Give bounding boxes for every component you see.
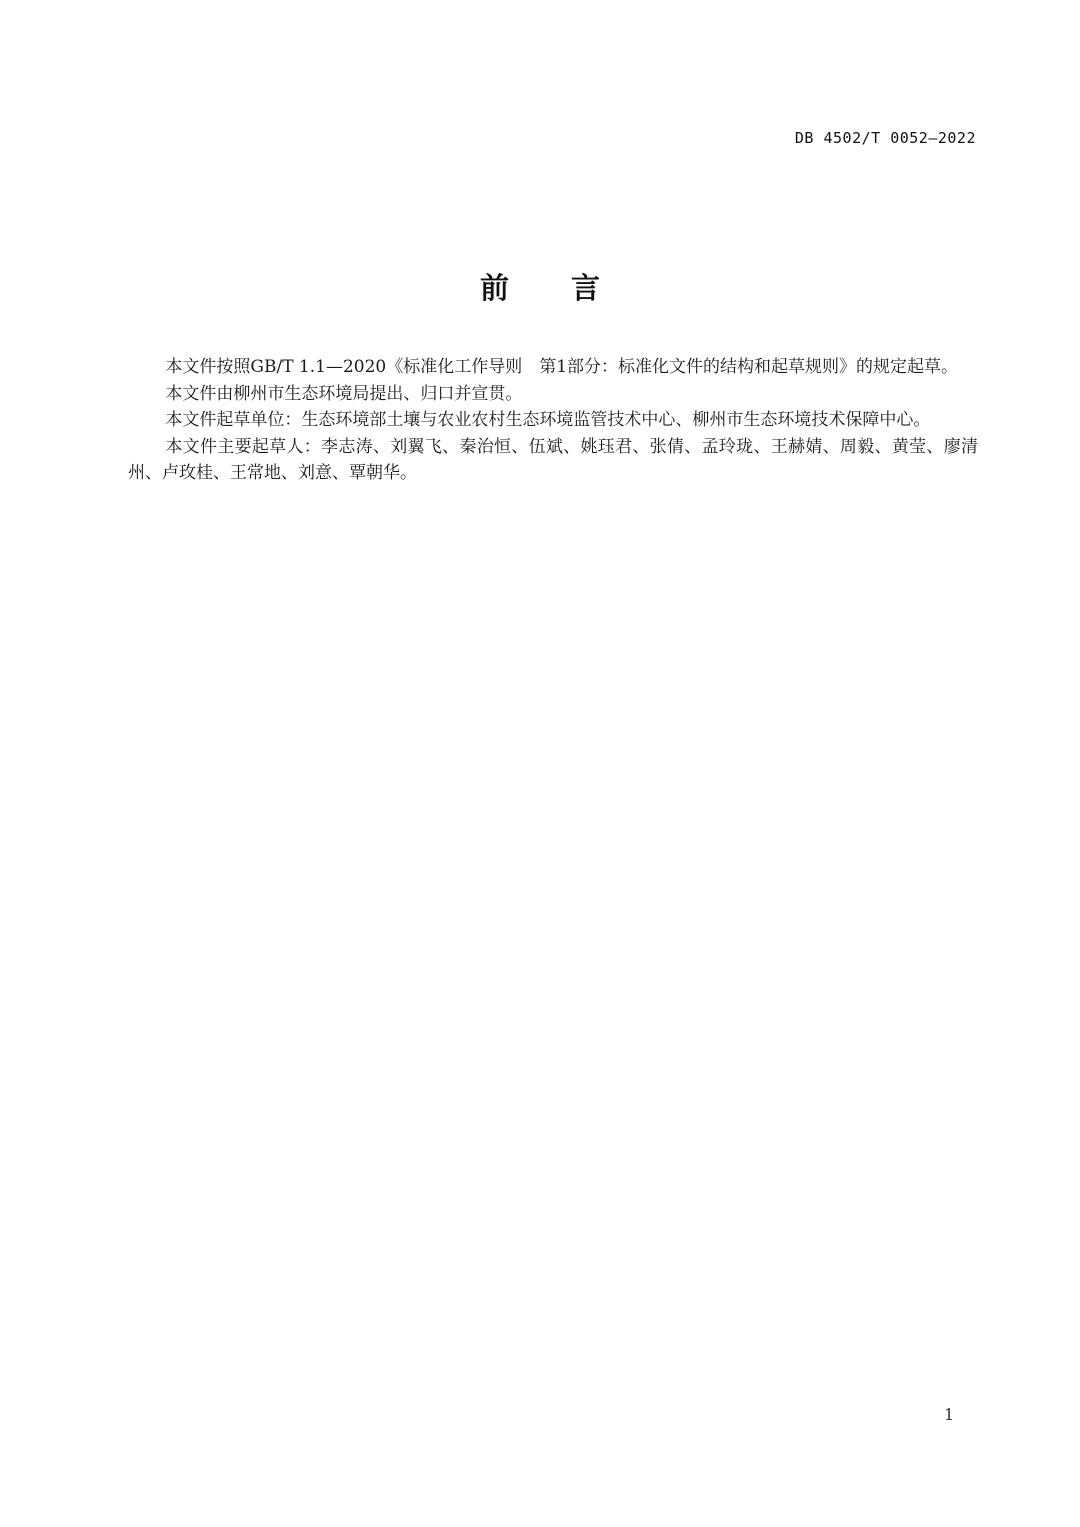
- paragraph-drafting-units: 本文件起草单位：生态环境部土壤与农业农村生态环境监管技术中心、柳州市生态环境技术保障中心。: [165, 410, 931, 430]
- paragraph-drafting-rule: 本文件按照GB/T 1.1—2020《标准化工作导则 第1部分：标准化文件的结构和起草规则》的规定起草。: [165, 357, 959, 377]
- paragraph-proposer: 本文件由柳州市生态环境局提出、归口并宣贯。: [165, 383, 523, 404]
- paragraph-drafters: 本文件主要起草人：李志涛、刘翼飞、秦治恒、伍斌、姚珏君、张倩、孟玲珑、王赫婧、周毅、黄莹、廖清州、卢玫桂、王常地、刘意、覃朝华。: [128, 436, 978, 483]
- page-title: 前言: [479, 271, 662, 305]
- page-number: 1: [944, 1405, 955, 1424]
- document-code: DB 4502/T 0052—2022: [794, 129, 976, 147]
- foreword-body: [128, 354, 978, 487]
